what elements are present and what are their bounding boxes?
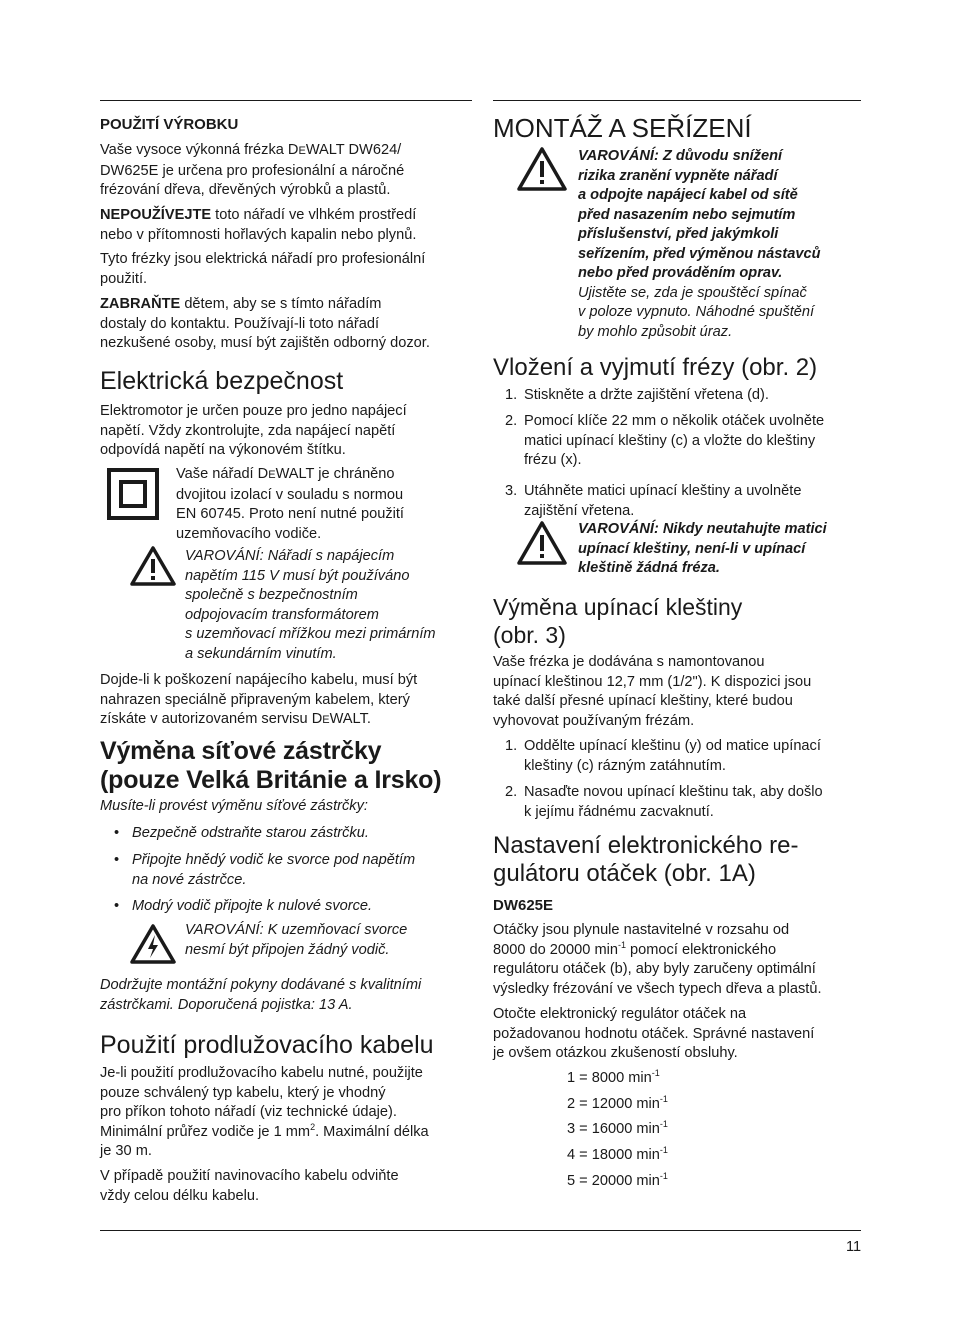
list-item: • Připojte hnědý vodič ke svorce pod napětím na nové zástrčce.	[114, 852, 416, 888]
usage-paragraph-4: ZABRAŇTE dětem, aby se s tímto nářadím dostaly do kontaktu. Používají-li toto nářadí nezkušené osoby, musí být zajištěn odborný dozor.	[100, 296, 430, 351]
warning-triangle-icon	[517, 520, 567, 566]
list-item: • Bezpečně odstraňte starou zástrčku.	[114, 825, 369, 841]
usage-paragraph-1: Vaše vysoce výkonná frézka DEWALT DW624/ DW625E je určena pro profesionální a náročné frézování dřeva, dřevěných výrobků a plastů.	[100, 142, 405, 198]
bit-insert-heading: Vložení a vyjmutí frézy (obr. 2)	[493, 354, 818, 381]
warning-triangle-icon	[130, 545, 176, 587]
collet-steps-list	[493, 737, 861, 822]
collet-paragraph: Vaše frézka je dodávána s namontovanou upínací kleštinou 12,7 mm (1/2"). K dispozici jsou také další přesné upínací kleštiny, které budou vyhovovat používaným frézám.	[493, 654, 812, 729]
usage-paragraph-2: NEPOUŽÍVEJTE toto nářadí ve vlhkém prostředí nebo v přítomnosti hořlavých kapalin nebo plynů.	[100, 207, 417, 243]
list-item: • Modrý vodič připojte k nulové svorce.	[114, 898, 373, 914]
assembly-heading: MONTÁŽ A SEŘÍZENÍ	[493, 113, 752, 143]
collet-replacement-heading: Výměna upínací kleštiny (obr. 3)	[493, 594, 743, 648]
list-item: 2. Nasaďte novou upínací kleštinu tak, aby došlo k jejímu řádnému zacvaknutí.	[505, 784, 823, 820]
speed-paragraph-2: Otočte elektronický regulátor otáček na požadovanou hodnotu otáček. Správné nastavení je ovšem otázkou zkušeností obsluhy.	[493, 1006, 815, 1061]
plug-bullet-list	[114, 824, 472, 917]
bottom-rule	[100, 1230, 861, 1231]
page-number: 11	[846, 1239, 862, 1255]
plug-intro-text: Musíte-li provést výměnu síťové zástrčky:	[100, 798, 368, 814]
electrical-safety-heading: Elektrická bezpečnost	[100, 367, 344, 395]
warning-115v-text: VAROVÁNÍ: Nářadí s napájecím napětím 115 V musí být používáno společně s bezpečnostním odpojovacím transformátorem s uzemňovací mřížkou mezi primárním a sekundárním vinutím.	[185, 548, 436, 662]
list-item: 3. Utáhněte matici upínací kleštiny a uvolněte zajištění vřetena.	[505, 483, 802, 519]
speed-setting-2: 2 = 12000 $\min^{-1}$	[567, 1094, 668, 1112]
fuse-paragraph: Dodržujte montážní pokyny dodávané s kvalitními zástrčkami. Doporučená pojistka: 13 A.	[100, 977, 422, 1013]
extension-cable-paragraph-1: Je-li použití prodlužovacího kabelu nutné, použijte pouze schválený typ kabelu, který je vhodný pro příkon tohoto nářadí (viz technické údaje). Minimální průřez vodiče je 1 $mm^2$. Maximální délka je 30 m.	[100, 1065, 429, 1159]
electric-hazard-icon	[130, 923, 176, 965]
extension-cable-paragraph-2: V případě použití navinovacího kabelu odviňte vždy celou délku kabelu.	[100, 1168, 399, 1204]
collet-warning-text: VAROVÁNÍ: Nikdy neutahujte matici upínací kleštiny, není-li v upínací kleštině žádná fréza.	[578, 521, 827, 576]
cable-damage-paragraph: Dojde-li k poškození napájecího kabelu, musí být nahrazen speciálně připraveným kabelem, který získáte v autorizovaném servisu DEWALT.	[100, 672, 418, 727]
extension-cable-heading: Použití prodlužovacího kabelu	[100, 1031, 434, 1059]
speed-setting-5: 5 = 20000 $\min^{-1}$	[567, 1171, 668, 1189]
speed-control-heading: Nastavení elektronického re- gulátoru otáček (obr. 1A)	[493, 832, 799, 887]
double-insulation-icon	[107, 468, 159, 520]
double-insulation-text: Vaše nářadí DEWALT je chráněno dvojitou izolací v souladu s normou EN 60745. Proto není nutné použití uzemňovacího vodiče.	[176, 466, 404, 542]
list-item: 2. Pomocí klíče 22 mm o několik otáček uvolněte matici upínací kleštiny (c) a vložte do kleštiny frézu (x).	[505, 413, 825, 468]
assembly-warning-text: VAROVÁNÍ: Z důvodu snížení rizika zranění vypněte nářadí a odpojte napájecí kabel od sítě před nasazením nebo sejmutím příslušenství, před jakýmkoli seřízením, před výměnou nástavců nebo před prováděním oprav. Ujistěte se, zda je spouštěcí spínač v poloze vypnuto. Náhodné spuštění by mohlo způsobit úraz.	[578, 148, 821, 340]
electrical-safety-paragraph: Elektromotor je určen pouze pro jedno napájecí napětí. Vždy zkontrolujte, zda napájecí napětí odpovídá napětí na výkonovém štítku.	[100, 403, 407, 458]
warning-triangle-icon	[517, 146, 567, 192]
top-rule-left	[100, 100, 472, 101]
speed-paragraph-1: Otáčky jsou plynule nastavitelné v rozsahu od 8000 do 20000 $\min^{-1}$ pomocí elektronického regulátoru otáček (b), aby byly zaručeny optimální výsledky frézování ve všech typech dřeva a plastů.	[493, 922, 822, 997]
plug-replacement-heading: Výměna síťové zástrčky (pouze Velká Británie a Irsko)	[100, 737, 442, 794]
list-item: 1. Stiskněte a držte zajištění vřetena (d).	[505, 387, 769, 403]
bit-steps-list	[493, 386, 861, 521]
speed-setting-3: 3 = 16000 $\min^{-1}$	[567, 1119, 668, 1137]
speed-setting-4: 4 = 18000 $\min^{-1}$	[567, 1145, 668, 1163]
warning-ground-text: VAROVÁNÍ: K uzemňovací svorce nesmí být připojen žádný vodič.	[185, 922, 408, 958]
usage-paragraph-3: Tyto frézky jsou elektrická nářadí pro profesionální použití.	[100, 251, 426, 287]
model-label: DW625E	[493, 897, 554, 914]
list-item: 1. Oddělte upínací kleštinu (y) od matice upínací kleštiny (c) rázným zatáhnutím.	[505, 738, 821, 774]
speed-setting-1: 1 = 8000 $\min^{-1}$	[567, 1068, 660, 1086]
usage-heading: POUŽITÍ VÝROBKU	[100, 116, 239, 133]
top-rule-right	[493, 100, 861, 101]
